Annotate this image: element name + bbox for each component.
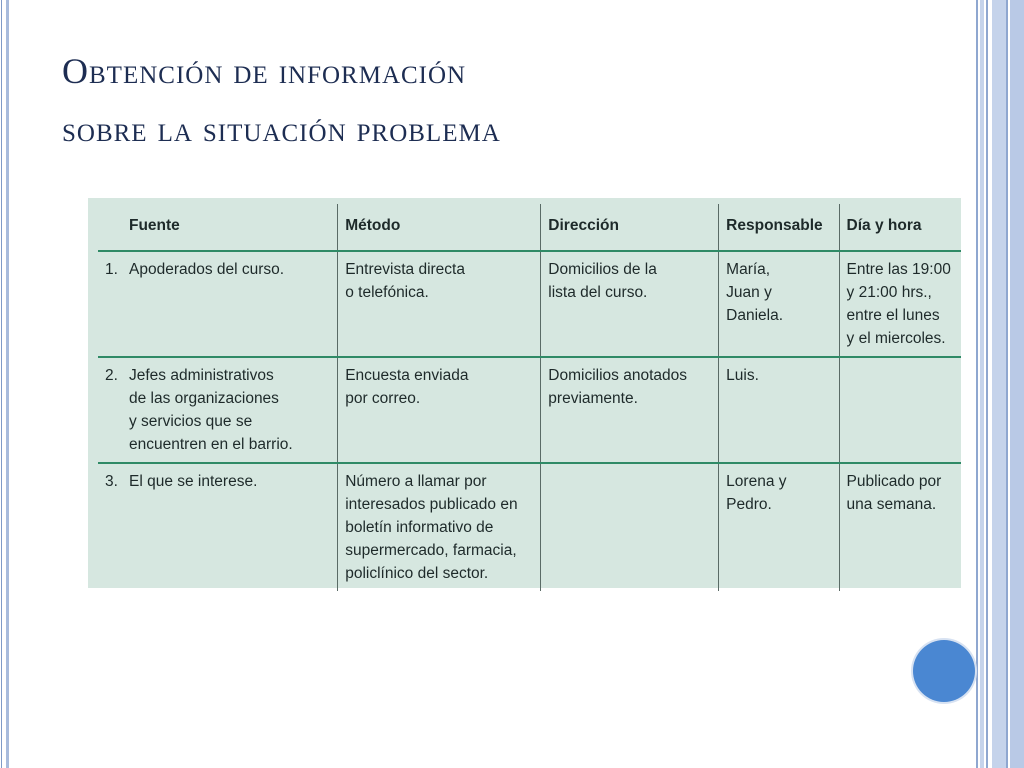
cell-direccion: Domicilios de la lista del curso. (541, 251, 719, 357)
fuente-text: Apoderados del curso. (129, 261, 285, 278)
information-table (98, 204, 961, 591)
table-row (98, 251, 961, 357)
left-decorative-border (0, 0, 12, 768)
header-direccion: Dirección (541, 204, 719, 251)
cell-dia-hora: Entre las 19:00 y 21:00 hrs., entre el lunes y el miercoles. (846, 261, 951, 347)
cell-responsable: Lorena y Pedro. (719, 463, 839, 591)
cell-fuente (98, 463, 338, 591)
cell-dia-hora (839, 357, 961, 463)
slide-title-line-1: Obtención de información (62, 51, 467, 91)
cell-fuente (98, 357, 338, 463)
fuente-text: Jefes administrativos de las organizaciones y servicios que se encuentren en el barrio. (129, 367, 293, 453)
table-header-row (98, 204, 961, 251)
slide-title (62, 42, 962, 158)
cell-responsable: María, Juan y Daniela. (719, 251, 839, 357)
fuente-text: El que se interese. (129, 473, 258, 490)
row-number: 2. (105, 367, 118, 384)
decorative-circle (913, 640, 975, 702)
information-table-panel (88, 198, 961, 588)
right-decorative-stripes (976, 0, 1024, 768)
header-dia-hora: Día y hora (846, 217, 922, 234)
row-number: 1. (105, 261, 118, 278)
table-row (98, 357, 961, 463)
header-responsable: Responsable (719, 204, 839, 251)
table-row (98, 463, 961, 591)
header-fuente: Fuente (98, 204, 338, 251)
cell-responsable: Luis. (719, 357, 839, 463)
cell-fuente (98, 251, 338, 357)
cell-metodo: Entrevista directa o telefónica. (338, 251, 541, 357)
cell-direccion (541, 463, 719, 591)
header-metodo: Método (338, 204, 541, 251)
row-number: 3. (105, 473, 118, 490)
cell-metodo: Número a llamar por interesados publicado en boletín informativo de supermercado, farmacia, policlínico del sector. (338, 463, 541, 591)
slide-title-line-2: sobre la situación problema (62, 109, 501, 149)
cell-metodo: Encuesta enviada por correo. (338, 357, 541, 463)
cell-dia-hora: Publicado por una semana. (846, 473, 942, 513)
cell-direccion: Domicilios anotados previamente. (541, 357, 719, 463)
